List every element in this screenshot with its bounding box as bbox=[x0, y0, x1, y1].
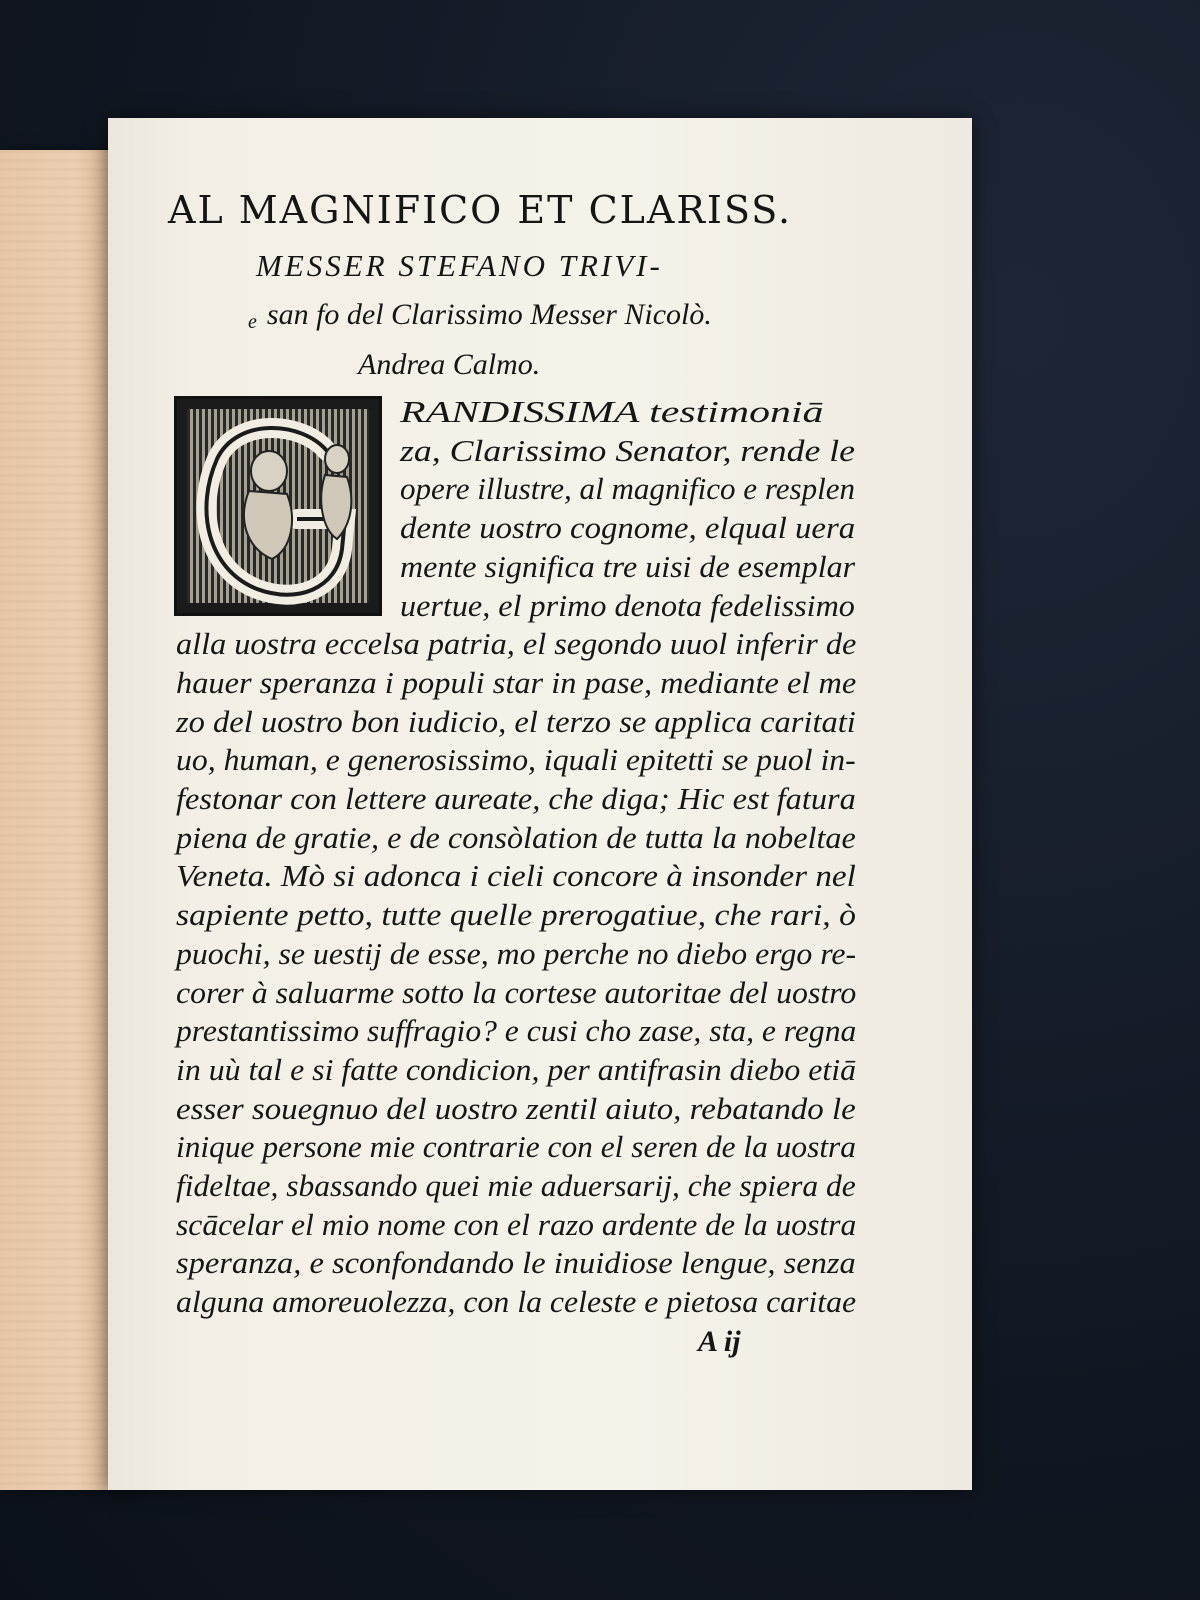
heading-line-1: AL MAGNIFICO ET CLARISS. bbox=[168, 188, 793, 232]
body-line: uo, human, e generosissimo, iquali epitetti se puol in- bbox=[176, 742, 856, 778]
body-line: opere illustre, al magnifico e resplen bbox=[400, 471, 856, 507]
body-line: alguna amoreuolezza, con la celeste e pietosa caritae bbox=[176, 1284, 857, 1320]
body-line: piena de gratie, e de consòlation de tutta la nobeltae bbox=[176, 819, 856, 855]
body-line: mente significa tre uisi de esemplar bbox=[400, 548, 856, 584]
heading-line-3 bbox=[248, 298, 712, 332]
ornamental-initial-G-icon bbox=[174, 396, 382, 616]
body-line: Veneta. Mò si adonca i cieli concore à insonder nel bbox=[176, 858, 856, 894]
body-line: zo del uostro bon iudicio, el terzo se applica caritati bbox=[176, 703, 856, 739]
body-line: fideltae, sbassando quei mie aduersarij, che spiera de bbox=[176, 1168, 856, 1203]
signature-mark: A ij bbox=[698, 1325, 741, 1358]
body-line: festonar con lettere aureate, che diga; Hic est fatura bbox=[176, 781, 856, 816]
body-line: puochi, se uestij de esse, mo perche no diebo ergo re- bbox=[176, 935, 857, 971]
heading-author: Andrea Calmo. bbox=[358, 348, 541, 381]
book-page bbox=[108, 118, 972, 1490]
body-line: RANDISSIMA testimoniā bbox=[400, 394, 824, 429]
body-line: in uù tal e si fatte condicion, per antifrasin diebo etiā bbox=[176, 1051, 857, 1087]
heading-line-2: MESSER STEFANO TRIVI- bbox=[256, 248, 663, 283]
body-line: inique persone mie contrarie con el seren de la uostra bbox=[176, 1129, 856, 1165]
body-line: dente uostro cognome, elqual uera bbox=[400, 510, 856, 546]
body-line: hauer speranza i populi star in pase, mediante el me bbox=[176, 664, 857, 700]
heading-line-3-text: san fo del Clarissimo Messer Nicolò. bbox=[266, 298, 712, 331]
body-line: scācelar el mio nome con el razo ardente de la uostra bbox=[176, 1206, 857, 1242]
body-line: uertue, el primo denota fedelissimo bbox=[400, 587, 855, 623]
initial-letter-svg bbox=[177, 399, 379, 613]
body-line: alla uostra eccelsa patria, el segondo uuol inferir de bbox=[176, 626, 857, 662]
body-line: corer à saluarme sotto la cortese autoritae del uostro bbox=[176, 974, 857, 1010]
body-line: esser souegnuo del uostro zentil aiuto, rebatando le bbox=[176, 1090, 856, 1126]
body-line: prestantissimo suffragio? e cusi cho zase, sta, e regna bbox=[176, 1013, 857, 1049]
body-line: speranza, e sconfondando le inuidiose lengue, senza bbox=[176, 1245, 856, 1281]
heading-mark: e bbox=[248, 311, 257, 333]
body-line: sapiente petto, tutte quelle prerogatiue, che rari, ò bbox=[176, 897, 857, 933]
body-line: za, Clarissimo Senator, rende le bbox=[400, 432, 856, 468]
